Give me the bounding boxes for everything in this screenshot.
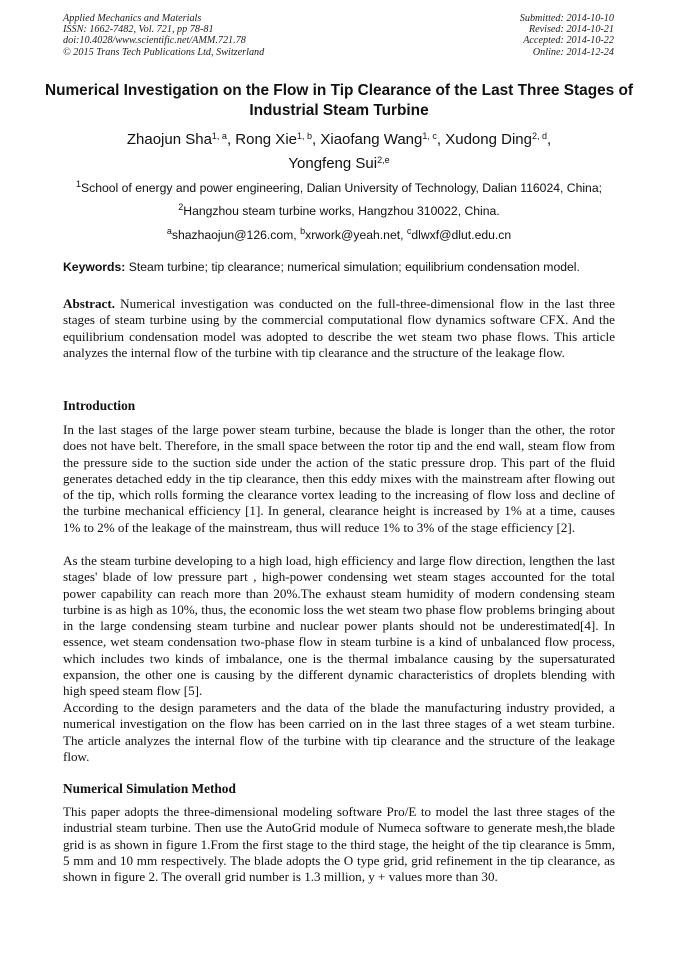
paragraph: According to the design parameters and the data of the blade the manufacturing industry provided, a numerical investigation on the flow has been carried on in the last three stages of a wet steam turbine. The article analyzes the internal flow of the turbine with tip clearance and the structure of the leakage flow. [63,700,615,764]
author: Zhaojun Sha$^{1, a}$, [126,131,236,148]
author: Rong Xie$^{1, b}$, [235,131,321,148]
affiliation-1: $^1$School of energy and power engineering, Dalian University of Technology, Dalian 116024, China; [75,179,603,195]
keywords-label: Keywords: [63,260,126,274]
affiliation-2: $^2$Hangzhou steam turbine works, Hangzhou 310022, China. [178,202,500,218]
paragraph: In the last stages of the large power steam turbine, because the blade is longer than the other, the rotor does not have belt. Therefore, in the small space between the rotor tip and the end wall, steam flow from the pressure side to the suction side under the action of the static pressure drop. This part of the fluid generates detached eddy in the tip clearance, then this eddy mixes with the mainstream after flowing out of the tip, which rolls forming the clearance vortex leading to the increasing of flow loss and decline of the turbine mechanical efficiency [1]. In general, clearance height is increased by 1% at a time, causes 1% to 2% of the leakage of the mainstream, thus will reduce 1% to 3% of the stage efficiency [2]. [63,422,615,535]
abstract-label: Abstract. [63,296,115,311]
paragraph: As the steam turbine developing to a high load, high efficiency and large flow direction, lengthen the last stages' blade of low pressure part , high-power condensing wet steam stages accounted for the total power capability can reach more than 20%.The exhaust steam humidity of modern condensing steam turbine is as high as 10%, thus, the economic loss the wet steam two phase flow problems bringing about in the large condensing steam turbine and nuclear power plants should not be underestimated[4]. In essence, wet steam condensation two-phase flow in steam turbine is a kind of unbalanced flow process, which includes two kinds of imbalance, one is the thermal imbalance causing by the supersaturated expansion, the other one is causing by the different dynamic characteristics of droplets blending with high speed steam flow [5]. [63,553,615,699]
abstract [63,296,615,361]
paper-title: Numerical Investigation on the Flow in Tip Clearance of the Last Three Stages of Industrial Steam Turbine [44,82,634,119]
author: Xiaofang Wang$^{1, c}$, [320,131,446,148]
publication-dates [520,13,614,58]
author: Xudong Ding$^{2, d}$, [445,131,552,148]
paragraph: This paper adopts the three-dimensional modeling software Pro/E to model the last three stages of the industrial steam turbine. Then use the AutoGrid module of Numeca software to generate mesh,the blade grid is as shown in figure 1.From the first stage to the third stage, the height of the tip clearance is 5mm, 5 mm and 10 mm respectively. The blade adopts the O type grid, grid refinement in the tip clearance, as shown in figure 2. The overall grid number is 1.3 million, y + values more than 30. [63,804,615,885]
keywords [63,260,615,275]
journal-info [63,13,264,58]
copyright-line: © 2015 Trans Tech Publications Ltd, Switzerland [63,46,265,58]
email-link[interactable]: xrwork@yeah.net, [305,228,407,242]
abstract-text: Numerical investigation was conducted on the full-three-dimensional flow in the last three stages of steam turbine using by the commercial computational flow dynamics software CFX. And the equilibrium condensation model was adopted to describe the wet steam two phase flows. This article analyzes the internal flow of the turbine with tip clearance and the structure of the leakage flow. [63,296,615,360]
submitted-date: Submitted: 2014-10-10 [519,13,614,24]
issn-line: ISSN: 1662-7482, Vol. 721, pp 78-81 [63,24,214,36]
section-heading-method: Numerical Simulation Method [63,781,236,796]
online-date: Online: 2014-12-24 [532,46,614,58]
author: Yongfeng Sui$^{2,e}$ [288,155,390,172]
email-link[interactable]: dlwxf@dlut.edu.cn [411,228,512,242]
author-emails: $^a$shazhaojun@126.com, $^b$xrwork@yeah.net, $^c$dlwxf@dlut.edu.cn [166,226,512,242]
section-heading-introduction: Introduction [63,398,136,413]
journal-name: Applied Mechanics and Materials [63,13,202,24]
accepted-date: Accepted: 2014-10-22 [523,35,614,47]
doi-line: doi:10.4028/www.scientific.net/AMM.721.78 [63,35,246,47]
author-list [40,128,638,176]
email-link[interactable]: shazhaojun@126.com, [171,228,301,242]
keywords-text: Steam turbine; tip clearance; numerical simulation; equilibrium condensation model. [125,260,580,274]
revised-date: Revised: 2014-10-21 [528,24,614,36]
